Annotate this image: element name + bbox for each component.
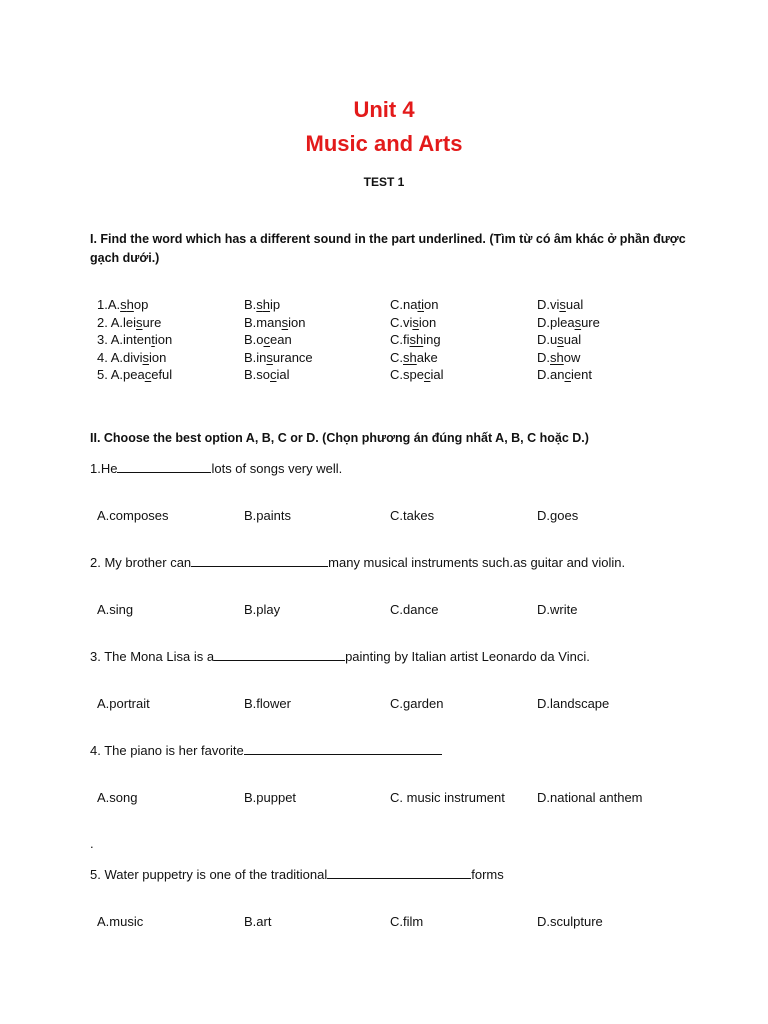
word-prefix: 4. A.divi [97, 350, 143, 365]
word-option-a [97, 296, 148, 314]
word-prefix: D.u [537, 332, 558, 347]
word-suffix: urance [272, 350, 313, 365]
word-option-c [390, 366, 443, 384]
page-title: Unit 4 [353, 97, 415, 122]
word-option-a [97, 331, 172, 349]
answer-options [0, 913, 768, 931]
answer-option: D.sculpture [537, 914, 603, 929]
word-prefix: B.in [244, 350, 267, 365]
word-option-c [390, 349, 438, 367]
word-option-b [244, 366, 290, 384]
underlined-sound: ti [417, 297, 424, 312]
question-text: 2. My brother can many musical instruments such.as guitar and violin. [90, 555, 626, 570]
underlined-sound: s [412, 315, 419, 330]
word-suffix: ient [570, 367, 592, 382]
word-suffix: ing [423, 332, 441, 347]
stray-mark: . [90, 836, 94, 851]
word-option-d [537, 314, 600, 332]
underlined-sound: s [557, 332, 564, 347]
underlined-sound: sh [409, 332, 424, 347]
word-suffix: ion [149, 350, 167, 365]
word-option-a [97, 349, 166, 367]
word-suffix: ake [416, 350, 438, 365]
answer-option: D.write [537, 602, 578, 617]
answer-options [0, 601, 768, 619]
word-prefix: 3. A.inten [97, 332, 152, 347]
word-suffix: ow [563, 350, 581, 365]
underlined-sound: s [142, 350, 150, 365]
word-suffix: eful [151, 367, 173, 382]
word-prefix: D.vi [537, 297, 560, 312]
answer-option: D.landscape [537, 696, 610, 711]
underlined-sound: sh [120, 297, 134, 312]
underlined-sound: s [559, 297, 566, 312]
underlined-sound: c [564, 367, 571, 382]
word-option-a [97, 366, 172, 384]
pronunciation-row [0, 349, 768, 367]
word-option-b [244, 349, 313, 367]
answer-option: A.sing [97, 602, 134, 617]
question-text: 4. The piano is her favorite [90, 742, 442, 760]
word-suffix: on [423, 297, 439, 312]
pronunciation-row [0, 366, 768, 384]
test-label: TEST 1 [363, 175, 405, 189]
section2-instruction: II. Choose the best option A, B, C or D. (Chọn phương án đúng nhất A, B, C hoặc D.) [90, 431, 589, 445]
answer-option: C.film [390, 914, 424, 929]
word-suffix: ip [270, 297, 281, 312]
word-option-d [537, 349, 580, 367]
word-suffix: ean [270, 332, 292, 347]
answer-option: B.flower [244, 696, 291, 711]
word-option-c [390, 314, 436, 332]
underlined-sound: s [574, 315, 582, 330]
answer-option: C.garden [390, 696, 444, 711]
word-option-b [244, 314, 305, 332]
question-text: 5. Water puppetry is one of the traditional forms [90, 867, 504, 882]
answer-option: B.art [244, 914, 272, 929]
word-suffix: ure [142, 315, 162, 330]
pronunciation-row [0, 296, 768, 314]
answer-option: C.takes [390, 508, 435, 523]
word-prefix: D.an [537, 367, 565, 382]
word-prefix: B. [244, 297, 257, 312]
answer-option: B.paints [244, 508, 291, 523]
word-prefix: B.o [244, 332, 264, 347]
underlined-sound: t [151, 332, 155, 347]
answer-option: C.dance [390, 602, 439, 617]
answer-option: A.song [97, 790, 138, 805]
word-prefix: D. [537, 350, 550, 365]
answer-option: D.goes [537, 508, 579, 523]
underlined-sound: c [270, 367, 277, 382]
word-suffix: ion [154, 332, 173, 347]
word-prefix: 1.A. [97, 297, 121, 312]
answer-options [0, 507, 768, 525]
word-option-d [537, 296, 583, 314]
word-option-b [244, 296, 280, 314]
word-suffix: ual [565, 297, 584, 312]
word-prefix: 2. A.lei [97, 315, 137, 330]
answer-option: D.national anthem [537, 790, 643, 805]
section1-instruction: I. Find the word which has a different sound in the part underlined. (Tìm từ có âm khác ở phần được gạch dưới.) [90, 232, 686, 265]
word-suffix: op [133, 297, 149, 312]
underlined-sound: c [423, 367, 431, 382]
underlined-sound: s [281, 315, 289, 330]
word-option-d [537, 331, 581, 349]
word-prefix: C.na [390, 297, 418, 312]
word-prefix: 5. A.pea [97, 367, 145, 382]
word-option-d [537, 366, 592, 384]
question-text: 3. The Mona Lisa is a painting by Italian artist Leonardo da Vinci. [90, 649, 590, 664]
word-suffix: ual [563, 332, 582, 347]
word-prefix: B.so [244, 367, 271, 382]
underlined-sound: sh [403, 350, 417, 365]
question-text: 1.He lots of songs very well. [90, 461, 343, 476]
underlined-sound: sh [550, 350, 564, 365]
underlined-sound: c [263, 332, 271, 347]
answer-option: B.puppet [244, 790, 297, 805]
answer-option: C. music instrument [390, 790, 505, 805]
underlined-sound: s [136, 315, 143, 330]
pronunciation-row [0, 331, 768, 349]
page-subtitle: Music and Arts [305, 131, 463, 156]
word-prefix: C.fi [390, 332, 410, 347]
word-suffix: ion [418, 315, 437, 330]
answer-blank [327, 866, 471, 879]
answer-blank [214, 648, 345, 661]
word-option-a [97, 314, 161, 332]
answer-option: A.music [97, 914, 144, 929]
word-suffix: ial [276, 367, 290, 382]
pronunciation-row [0, 314, 768, 332]
word-prefix: C.vi [390, 315, 413, 330]
answer-options [0, 789, 768, 807]
underlined-sound: sh [256, 297, 271, 312]
word-option-c [390, 331, 441, 349]
answer-blank [117, 460, 211, 473]
answer-blank [191, 554, 328, 567]
answer-option: A.composes [97, 508, 169, 523]
word-prefix: C. [390, 350, 403, 365]
word-suffix: ial [430, 367, 444, 382]
answer-option: A.portrait [97, 696, 150, 711]
answer-blank [244, 742, 442, 755]
word-option-b [244, 331, 292, 349]
underlined-sound: c [144, 367, 152, 382]
answer-option: B.play [244, 602, 281, 617]
word-option-c [390, 296, 438, 314]
underlined-sound: s [266, 350, 273, 365]
word-suffix: ion [288, 315, 306, 330]
answer-options [0, 695, 768, 713]
word-prefix: C.spe [390, 367, 424, 382]
word-suffix: ure [581, 315, 600, 330]
word-prefix: D.plea [537, 315, 575, 330]
word-prefix: B.man [244, 315, 282, 330]
